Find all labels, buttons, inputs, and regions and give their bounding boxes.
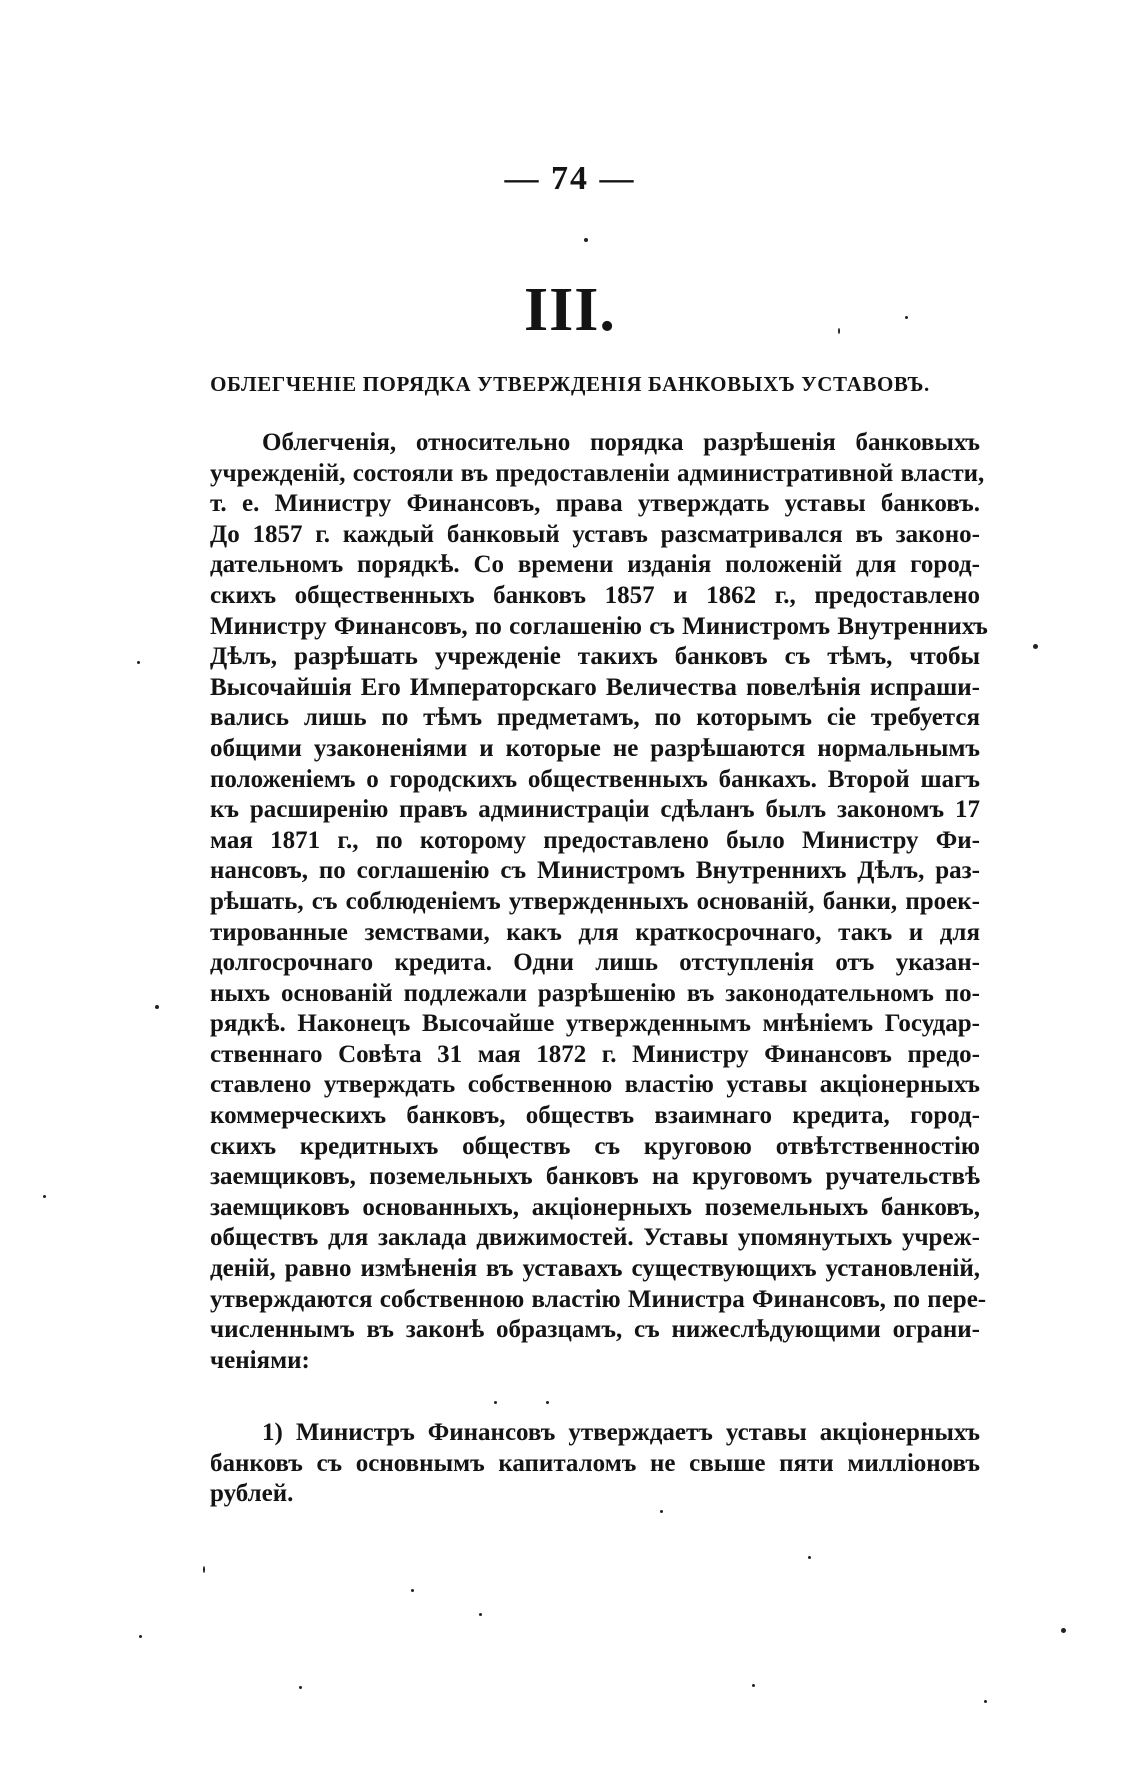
scan-speck: [838, 328, 840, 334]
text-line: общими узаконеніями и которые не разрѣшаются нормальнымъ: [210, 734, 980, 762]
scan-speck: [1033, 644, 1038, 649]
body-paragraph: [210, 428, 988, 1376]
scan-speck: [43, 1195, 46, 1198]
scan-speck: [479, 1613, 482, 1616]
scan-speck: [808, 1556, 811, 1559]
text-line: Высочайшія Его Императорскаго Величества повелѣнія испраши-: [210, 673, 980, 701]
text-line: деній, равно измѣненія въ уставахъ существующихъ установленій,: [210, 1255, 980, 1283]
text-line: банковъ съ основнымъ капиталомъ не свыше пяти милліоновъ: [210, 1449, 980, 1477]
text-line: численнымъ въ законѣ образцамъ, съ нижеслѣдующими ограни-: [210, 1316, 980, 1344]
scan-speck: [203, 1566, 205, 1573]
scan-speck: [905, 316, 908, 319]
scan-speck: [546, 1401, 549, 1404]
text-line: ченіями:: [210, 1346, 310, 1374]
text-line: положеніемъ о городскихъ общественныхъ банкахъ. Второй шагъ: [210, 765, 980, 793]
text-line: долгосрочнаго кредита. Одни лишь отступленія отъ указан-: [210, 949, 980, 977]
text-line: заемщиковъ, поземельныхъ банковъ на круговомъ ручательствѣ: [210, 1163, 980, 1191]
text-line: коммерческихъ банковъ, обществъ взаимнаго кредита, город-: [210, 1102, 980, 1130]
text-line: къ расширенію правъ администраціи сдѣланъ былъ закономъ 17: [210, 796, 980, 824]
text-line: Облегченія, относительно порядка разрѣшенія банковыхъ: [262, 429, 980, 456]
text-line: заемщиковъ основанныхъ, акціонерныхъ поземельныхъ банковъ,: [210, 1193, 980, 1221]
scan-speck: [752, 1684, 755, 1687]
page-number: — 74 —: [504, 160, 636, 197]
scan-speck: [137, 661, 140, 664]
text-line: ныхъ основаній подлежали разрѣшенію въ законодательномъ по-: [210, 979, 980, 1007]
text-line: утверждаются собственною властію Министра Финансовъ, по пере-: [210, 1285, 987, 1313]
text-line: Министру Финансовъ, по соглашенію съ Министромъ Внутреннихъ: [210, 612, 988, 640]
scan-speck: [139, 1635, 142, 1638]
text-line: рублей.: [210, 1480, 294, 1508]
text-line: 1) Министръ Финансовъ утверждаетъ уставы акціонерныхъ: [262, 1419, 980, 1446]
text-line: скихъ кредитныхъ обществъ съ круговою отвѣтственностію: [210, 1132, 980, 1160]
text-line: дательномъ порядкѣ. Со времени изданія положеній для город-: [210, 551, 980, 579]
text-line: т. е. Министру Финансовъ, права утверждать уставы банковъ.: [210, 490, 980, 518]
scan-speck: [660, 1510, 663, 1513]
text-line: вались лишь по тѣмъ предметамъ, по которымъ сіе требуется: [210, 704, 980, 732]
text-line: мая 1871 г., по которому предоставлено было Министру Фи-: [210, 826, 980, 854]
chapter-numeral: III.: [524, 276, 616, 344]
scan-speck: [984, 1700, 987, 1703]
text-line: скихъ общественныхъ банковъ 1857 и 1862 г., предоставлено: [210, 581, 980, 609]
scan-speck: [299, 1686, 302, 1689]
scan-speck: [1061, 1628, 1066, 1633]
text-line: ставлено утверждать собственною властію уставы акціонерныхъ: [210, 1071, 980, 1099]
scan-speck: [155, 1005, 159, 1009]
text-line: ственнаго Совѣта 31 мая 1872 г. Министру Финансовъ предо-: [210, 1040, 980, 1068]
chapter-title: ОБЛЕГЧЕНІЕ ПОРЯДКА УТВЕРЖДЕНІЯ БАНКОВЫХЪ УСТАВОВЪ.: [210, 372, 930, 396]
text-line: Дѣлъ, разрѣшать учрежденіе такихъ банковъ съ тѣмъ, чтобы: [210, 643, 980, 671]
text-line: нансовъ, по соглашенію съ Министромъ Внутреннихъ Дѣлъ, раз-: [210, 857, 980, 885]
scan-speck: [411, 1589, 414, 1592]
text-line: рѣшать, съ соблюденіемъ утвержденныхъ основаній, банки, проек-: [210, 887, 980, 915]
text-line: учрежденій, состояли въ предоставленіи административной власти,: [210, 459, 985, 487]
text-line: До 1857 г. каждый банковый уставъ разсматривался въ законо-: [210, 520, 980, 548]
scan-speck: [494, 1401, 497, 1404]
numbered-item-1: [210, 1418, 980, 1510]
text-line: тированные земствами, какъ для краткосрочнаго, такъ и для: [210, 918, 980, 946]
text-line: рядкѣ. Наконецъ Высочайше утвержденнымъ мнѣніемъ Государ-: [210, 1010, 980, 1038]
scan-speck: [584, 238, 588, 242]
text-line: обществъ для заклада движимостей. Уставы упомянутыхъ учреж-: [210, 1224, 980, 1252]
